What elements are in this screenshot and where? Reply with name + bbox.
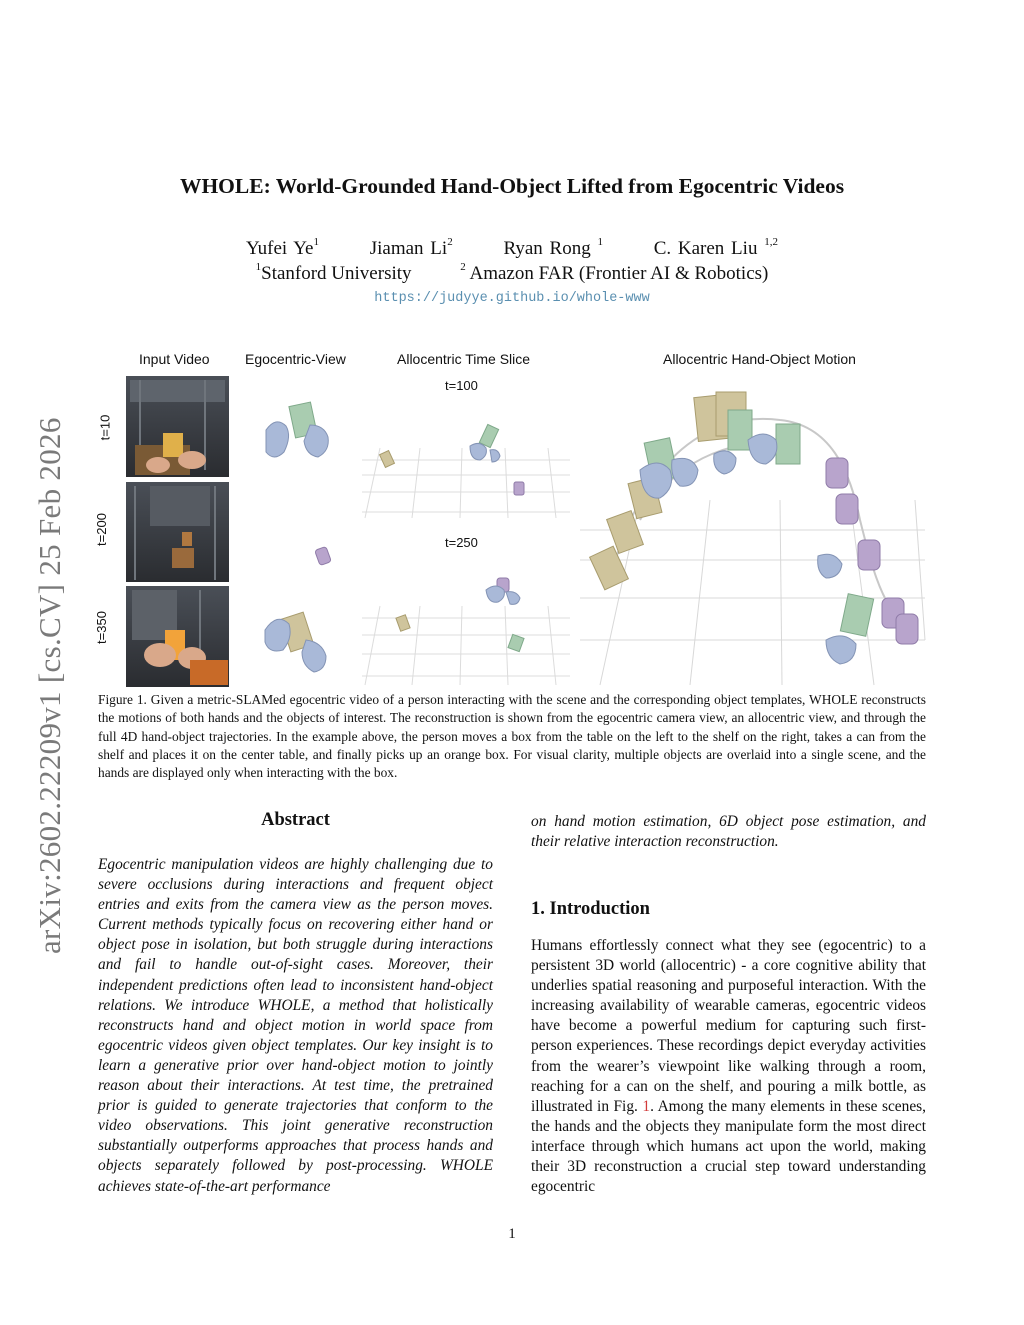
affiliation: $^2$ Amazon FAR (Frontier AI & Robotics) (460, 261, 769, 284)
author: Yufei Ye$^1$ (246, 236, 319, 259)
motion-hands (640, 434, 856, 664)
abstract-text: Egocentric manipulation videos are highly challenging due to severe occlusions during interactions and frequent object entries and exits from the camera view as the person moves. Current methods typically focus on recovering either hand or object pose in isolation, but both struggle during interactions and fail to handle out-of-sight cases. Moreover, their independent predictions often lead to inconsistent hand-object relations. We introduce WHOLE, a method that holistically reconstructs hand and object motion in world space from egocentric videos given object templates. Our key insight is to learn a generative prior over hand-object motion to jointly reason about their interactions. At test time, the pretrained prior is guided to generate trajectories that conform to the video observations. This joint generative reconstruction substantially outperforms approaches that process hands and objects separately followed by post-processing. WHOLE achieves state-of-the-art performance (98, 856, 493, 1195)
row-label-t200: t=200 (93, 513, 109, 546)
time-slice-objects-t250 (396, 578, 524, 652)
egocentric-can-t200 (315, 546, 332, 565)
figure-caption: Figure 1. Given a metric-SLAMed egocentric video of a person interacting with the scene and the corresponding object templates, WHOLE reconstructs the motions of both hands and the objects of interest. The reconstruction is shown from the egocentric camera view, an allocentric view, and through the full 4D hand-object trajectories. In the example above, the person moves a box from the table on the left to the shelf on the right, takes a can from the shelf and places it on the center table, and finally picks up an orange box. For visual clarity, multiple objects are overlaid into a single scene, and the hands are displayed only when interacting with the box. (98, 692, 926, 781)
column-header-egocentric-view: Egocentric-View (245, 351, 346, 367)
introduction-text: Humans effortlessly connect what they see (egocentric) to a persistent 3D world (allocentric) - a core cognitive ability that underlies spatial reasoning and purposeful interaction. With the increasing availability of wearable cameras, egocentric videos have become a powerful medium for capturing such first-person experiences. These recordings depict everyday activities from the wearer’s viewpoint like walking through a room, reaching for a can on the shelf, and pouring a milk bottle, as illustrated in Fig. 1. Among the many elements in these scenes, the hands and the objects they manipulate form the most direct interface through which humans act upon the world, making their 3D reconstruction a crucial step toward understanding egocentric (531, 937, 926, 1196)
slice-label-t250: t=250 (445, 535, 478, 550)
author: C. Karen Liu $^{1,2}$ (653, 236, 778, 259)
author: Ryan Rong $^1$ (503, 236, 603, 259)
video-frame-t350 (126, 586, 229, 687)
column-header-time-slice: Allocentric Time Slice (397, 351, 531, 367)
arxiv-identifier: arXiv:2602.22209v1 [cs.CV] 25 Feb 2026 (32, 417, 67, 954)
abstract-heading: Abstract (261, 810, 330, 830)
motion-cans (826, 458, 918, 644)
column-header-hand-object-motion: Allocentric Hand-Object Motion (663, 351, 856, 367)
video-frame-t10 (126, 376, 229, 477)
paper-title: WHOLE: World-Grounded Hand-Object Lifted from Egocentric Videos (179, 174, 845, 198)
figure-reference-link[interactable]: 1 (642, 1097, 651, 1115)
column-header-input-video: Input Video (139, 351, 210, 367)
time-slice-scene-t250 (362, 606, 570, 685)
author: Jiaman Li$^2$ (369, 236, 453, 259)
abstract-text-continued: on hand motion estimation, 6D object pose estimation, and their relative interaction reconstruction. (531, 813, 926, 851)
project-url-link[interactable]: https://judyye.github.io/whole-www (374, 291, 650, 306)
introduction-heading: 1. Introduction (531, 899, 650, 919)
egocentric-hands-t350 (265, 612, 326, 672)
page-number: 1 (508, 1226, 516, 1242)
row-label-t350: t=350 (93, 611, 109, 644)
time-slice-scene-t100 (362, 448, 570, 518)
row-label-t10: t=10 (97, 414, 113, 441)
egocentric-hands-t10 (266, 402, 328, 457)
video-frame-t200 (126, 482, 229, 582)
slice-label-t100: t=100 (445, 378, 478, 393)
affiliation: $^1$Stanford University (255, 261, 412, 284)
motion-boxes (590, 392, 874, 636)
